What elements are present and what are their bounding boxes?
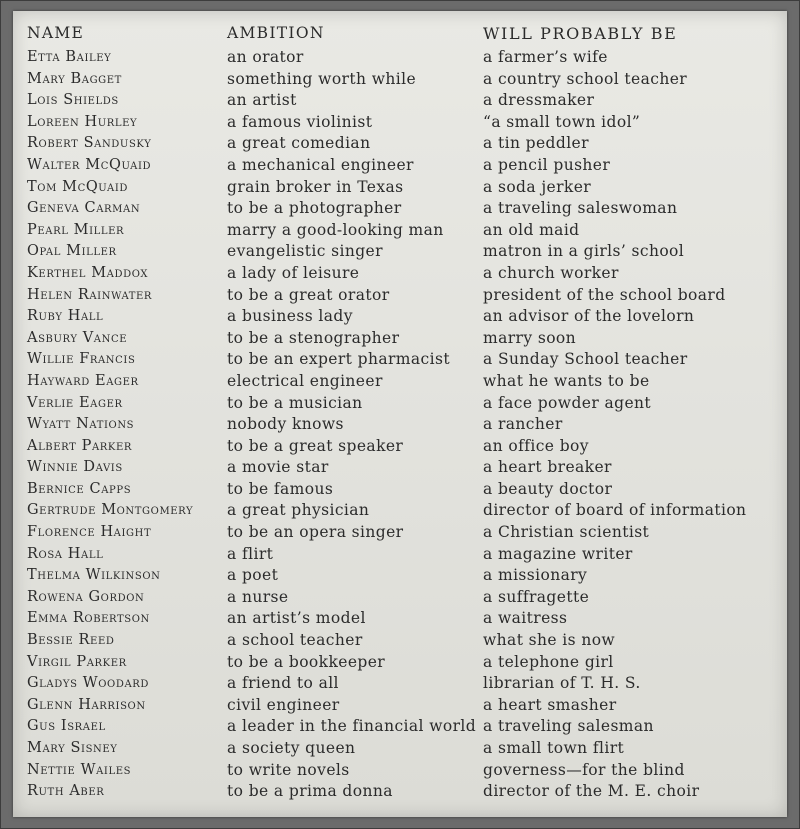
- name-cell: Rowena Gordon: [27, 588, 145, 605]
- ambition-cell: to write novels: [227, 760, 350, 779]
- ambition-cell: a school teacher: [227, 631, 363, 650]
- name-cell: Geneva Carman: [27, 200, 141, 217]
- name-column-header: NAME: [27, 24, 85, 42]
- table-row: [27, 349, 779, 371]
- table-row: [27, 198, 779, 220]
- will-probably-be-cell: a Sunday School teacher: [483, 350, 688, 369]
- table-row: [27, 608, 779, 630]
- ambition-cell: to be an expert pharmacist: [227, 350, 450, 369]
- table-row: [27, 133, 779, 155]
- table-row: [27, 781, 779, 803]
- ambition-cell: a great comedian: [227, 134, 371, 153]
- ambition-cell: a mechanical engineer: [227, 155, 414, 174]
- name-cell: Helen Rainwater: [27, 286, 153, 303]
- name-cell: Gertrude Montgomery: [27, 502, 194, 519]
- table-body: [27, 47, 779, 803]
- will-probably-be-cell: governess—for the blind: [483, 760, 685, 779]
- ambition-cell: a business lady: [227, 307, 353, 326]
- ambition-cell: a friend to all: [227, 674, 339, 693]
- name-cell: Gus Israel: [27, 718, 106, 735]
- will-probably-be-cell: a small town flirt: [483, 739, 625, 757]
- ambition-cell: nobody knows: [227, 415, 344, 434]
- will-probably-be-cell: an advisor of the lovelorn: [483, 307, 695, 326]
- ambition-cell: a lady of leisure: [227, 263, 360, 282]
- name-cell: Wyatt Nations: [27, 416, 135, 433]
- ambition-cell: something worth while: [227, 69, 417, 88]
- name-cell: Verlie Eager: [27, 394, 123, 411]
- table-row: [27, 393, 779, 415]
- name-cell: Walter McQuaid: [27, 156, 152, 173]
- ambition-cell: to be a great speaker: [227, 436, 404, 455]
- table-row: [27, 241, 779, 263]
- name-cell: Mary Bagget: [27, 70, 122, 87]
- will-probably-be-cell: president of the school board: [483, 285, 726, 304]
- will-probably-be-cell: a heart smasher: [483, 695, 617, 714]
- name-cell: Winnie Davis: [27, 459, 123, 476]
- will-probably-be-cell: matron in a girls’ school: [483, 242, 685, 261]
- table-row: [27, 457, 779, 479]
- table-row: [27, 522, 779, 544]
- ambition-cell: a society queen: [227, 739, 356, 757]
- name-cell: Kerthel Maddox: [27, 264, 149, 281]
- will-probably-be-cell: what he wants to be: [483, 371, 650, 390]
- ambition-cell: a flirt: [227, 544, 274, 563]
- table-row: [27, 220, 779, 242]
- table-row: [27, 69, 779, 91]
- ambition-cell: a nurse: [227, 587, 289, 606]
- table-row: [27, 500, 779, 522]
- table-row: [27, 587, 779, 609]
- name-cell: Emma Robertson: [27, 610, 150, 627]
- will-probably-be-cell: a traveling salesman: [483, 717, 654, 736]
- will-probably-be-cell: a church worker: [483, 263, 619, 282]
- table-row: [27, 652, 779, 674]
- name-cell: Ruth Aber: [27, 783, 105, 800]
- ambition-cell: a famous violinist: [227, 112, 373, 131]
- will-probably-be-cell: a soda jerker: [483, 177, 592, 196]
- table-row: [27, 673, 779, 695]
- will-probably-be-cell: a farmer’s wife: [483, 48, 608, 66]
- ambition-cell: an artist’s model: [227, 609, 366, 628]
- name-cell: Willie Francis: [27, 351, 136, 368]
- will-probably-be-cell: “a small town idol”: [483, 112, 641, 131]
- table-row: [27, 630, 779, 652]
- table-row: [27, 47, 779, 69]
- ambition-cell: to be an opera singer: [227, 523, 404, 542]
- table-row: [27, 414, 779, 436]
- table-row: [27, 716, 779, 738]
- will-probably-be-cell: a heart breaker: [483, 458, 612, 477]
- name-cell: Robert Sandusky: [27, 135, 152, 152]
- table-row: [27, 760, 779, 782]
- will-probably-be-cell: director of board of information: [483, 501, 747, 520]
- will-probably-be-cell: a rancher: [483, 415, 563, 434]
- table-row: [27, 285, 779, 307]
- will-probably-be-cell: a pencil pusher: [483, 155, 611, 174]
- ambition-column-header: AMBITION: [227, 24, 325, 42]
- name-cell: Pearl Miller: [27, 221, 125, 238]
- table-row: [27, 177, 779, 199]
- name-cell: Mary Sisney: [27, 740, 118, 756]
- ambition-cell: evangelistic singer: [227, 242, 383, 261]
- ambition-cell: an artist: [227, 91, 297, 110]
- will-probably-be-cell: a traveling saleswoman: [483, 199, 678, 218]
- name-cell: Nettie Wailes: [27, 761, 132, 778]
- name-cell: Hayward Eager: [27, 372, 139, 389]
- ambition-cell: a leader in the financial world: [227, 717, 477, 736]
- ambition-cell: civil engineer: [227, 695, 340, 714]
- table-row: [27, 112, 779, 134]
- ambition-cell: to be a stenographer: [227, 328, 400, 347]
- ambition-cell: to be a prima donna: [227, 782, 393, 801]
- table-row: [27, 90, 779, 112]
- will-probably-be-cell: a telephone girl: [483, 652, 614, 671]
- ambition-cell: to be a bookkeeper: [227, 652, 386, 671]
- will-probably-be-cell: an office boy: [483, 436, 589, 455]
- name-cell: Bessie Reed: [27, 632, 115, 649]
- table-row: [27, 695, 779, 717]
- name-cell: Rosa Hall: [27, 545, 104, 562]
- will-probably-be-cell: a country school teacher: [483, 69, 688, 88]
- will-probably-be-cell: librarian of T. H. S.: [483, 674, 641, 693]
- name-cell: Etta Bailey: [27, 49, 112, 65]
- will-probably-be-cell: marry soon: [483, 328, 577, 347]
- will-probably-be-column-header: WILL PROBABLY BE: [483, 23, 678, 43]
- will-probably-be-cell: what she is now: [483, 631, 616, 650]
- yearbook-page: [13, 11, 787, 817]
- name-cell: Virgil Parker: [27, 653, 127, 670]
- ambition-cell: to be a great orator: [227, 285, 390, 304]
- will-probably-be-cell: a tin peddler: [483, 134, 589, 153]
- name-cell: Glenn Harrison: [27, 696, 146, 713]
- header-row: [27, 19, 779, 47]
- ambition-cell: a movie star: [227, 458, 329, 477]
- table-row: [27, 263, 779, 285]
- will-probably-be-cell: a beauty doctor: [483, 479, 613, 498]
- will-probably-be-cell: an old maid: [483, 220, 580, 239]
- will-probably-be-cell: a face powder agent: [483, 393, 652, 412]
- name-cell: Thelma Wilkinson: [27, 567, 161, 584]
- ambition-cell: electrical engineer: [227, 371, 383, 390]
- will-probably-be-cell: a waitress: [483, 609, 568, 628]
- table-row: [27, 306, 779, 328]
- table-row: [27, 155, 779, 177]
- will-probably-be-cell: a dressmaker: [483, 91, 595, 110]
- name-cell: Bernice Capps: [27, 480, 132, 497]
- ambition-cell: to be famous: [227, 479, 334, 498]
- will-probably-be-cell: a magazine writer: [483, 544, 633, 563]
- class-prophecy-table: [27, 19, 779, 803]
- will-probably-be-cell: a missionary: [483, 566, 588, 585]
- name-cell: Lois Shields: [27, 92, 119, 109]
- ambition-cell: to be a photographer: [227, 199, 402, 218]
- ambition-cell: marry a good-looking man: [227, 220, 444, 239]
- name-cell: Opal Miller: [27, 243, 117, 260]
- table-row: [27, 544, 779, 566]
- ambition-cell: grain broker in Texas: [227, 177, 404, 196]
- name-cell: Florence Haight: [27, 524, 152, 541]
- table-row: [27, 479, 779, 501]
- ambition-cell: to be a musician: [227, 393, 363, 412]
- ambition-cell: a poet: [227, 566, 279, 585]
- table-row: [27, 436, 779, 458]
- will-probably-be-cell: a Christian scientist: [483, 523, 650, 542]
- table-row: [27, 738, 779, 760]
- table-row: [27, 328, 779, 350]
- table-row: [27, 371, 779, 393]
- name-cell: Loreen Hurley: [27, 113, 138, 130]
- name-cell: Asbury Vance: [27, 329, 128, 346]
- name-cell: Ruby Hall: [27, 308, 104, 325]
- name-cell: Albert Parker: [27, 437, 133, 454]
- ambition-cell: an orator: [227, 48, 304, 66]
- name-cell: Tom McQuaid: [27, 178, 129, 195]
- will-probably-be-cell: a suffragette: [483, 587, 590, 606]
- name-cell: Gladys Woodard: [27, 675, 150, 692]
- table-row: [27, 565, 779, 587]
- will-probably-be-cell: director of the M. E. choir: [483, 782, 700, 801]
- ambition-cell: a great physician: [227, 501, 370, 520]
